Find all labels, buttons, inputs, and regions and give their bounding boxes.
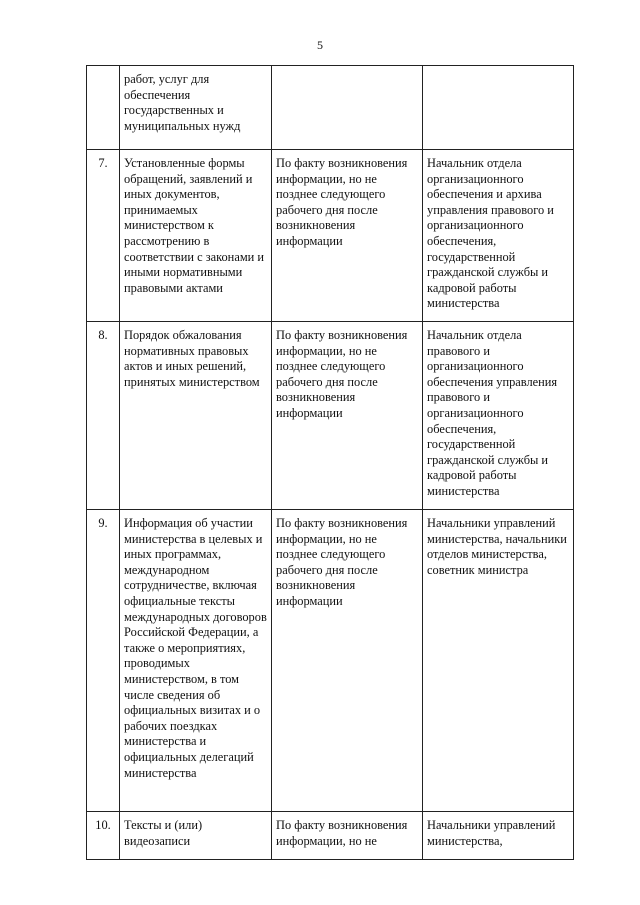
row-number-cell	[87, 66, 120, 150]
table-row	[87, 510, 574, 812]
page-number: 5	[317, 38, 323, 52]
term-cell: По факту возникновения информации, но не позднее следующего рабочего дня после возникновения информации	[272, 322, 423, 510]
row-number-cell: 8.	[87, 322, 120, 510]
term-cell: По факту возникновения информации, но не позднее следующего рабочего дня после возникновения информации	[272, 510, 423, 812]
row-number-cell: 7.	[87, 150, 120, 322]
information-cell: Тексты и (или) видеозаписи	[120, 812, 272, 860]
row-number-cell: 9.	[87, 510, 120, 812]
table-row	[87, 322, 574, 510]
table-row	[87, 812, 574, 860]
table-row	[87, 150, 574, 322]
term-cell	[272, 66, 423, 150]
responsible-cell: Начальники управлений министерства, начальники отделов министерства, советник министра	[423, 510, 574, 812]
information-cell: Информация об участии министерства в целевых и иных программах, международном сотрудничестве, включая официальные тексты международных договоров Российской Федерации, а также о мероприятиях, проводимых министерством, в том числе сведения об официальных визитах и о рабочих поездках министерства и официальных делегаций министерства	[120, 510, 272, 812]
term-cell: По факту возникновения информации, но не	[272, 812, 423, 860]
information-table	[86, 65, 574, 860]
term-cell: По факту возникновения информации, но не позднее следующего рабочего дня после возникновения информации	[272, 150, 423, 322]
responsible-cell	[423, 66, 574, 150]
information-cell: работ, услуг для обеспечения государственных и муниципальных нужд	[120, 66, 272, 150]
responsible-cell: Начальники управлений министерства,	[423, 812, 574, 860]
table-row	[87, 66, 574, 150]
information-cell: Порядок обжалования нормативных правовых актов и иных решений, принятых министерством	[120, 322, 272, 510]
responsible-cell: Начальник отдела правового и организационного обеспечения управления правового и организационного обеспечения, государственной гражданской службы и кадровой работы министерства	[423, 322, 574, 510]
row-number-cell: 10.	[87, 812, 120, 860]
responsible-cell: Начальник отдела организационного обеспечения и архива управления правового и организационного обеспечения, государственной гражданской службы и кадровой работы министерства	[423, 150, 574, 322]
information-cell: Установленные формы обращений, заявлений и иных документов, принимаемых министерством к рассмотрению в соответствии с законами и иными нормативными правовыми актами	[120, 150, 272, 322]
